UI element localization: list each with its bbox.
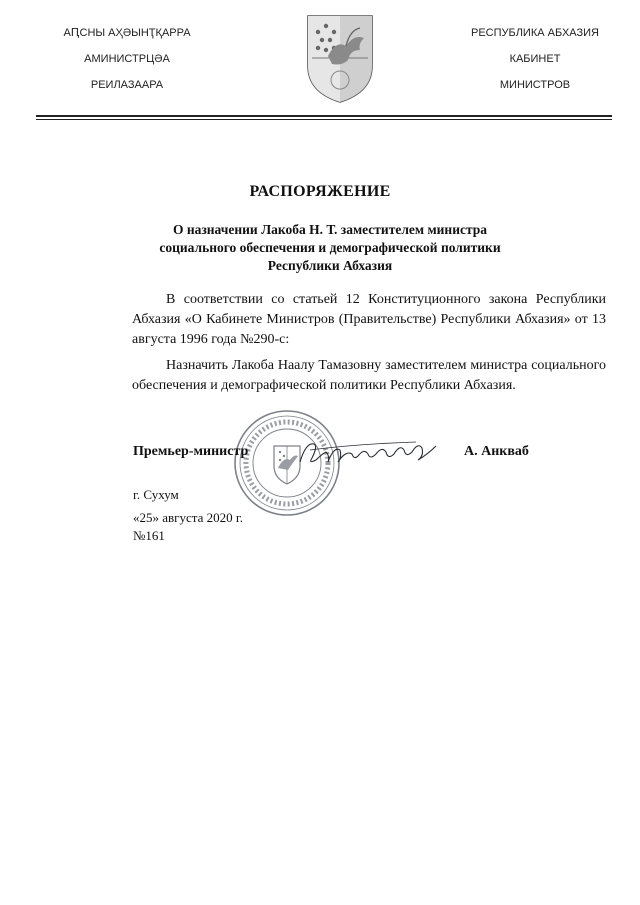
handwritten-signature-icon bbox=[296, 436, 444, 470]
subject-line-1: О назначении Лакоба Н. Т. заместителем министра bbox=[172, 222, 488, 237]
issue-date: «25» августа 2020 г. bbox=[133, 510, 243, 525]
paragraph-appointment-text: Назначить Лакоба Наалу Тамазовну заместителем министра социального обеспечения и демографической политики Республики Абхазия. bbox=[132, 358, 606, 393]
paragraph-appointment bbox=[132, 356, 606, 396]
header-rule-thick bbox=[36, 115, 612, 117]
document-title: РАСПОРЯЖЕНИЕ bbox=[249, 183, 391, 200]
header-rule-thin bbox=[36, 119, 612, 120]
letterhead-left bbox=[52, 20, 202, 98]
letterhead-left-line-1: АԤСНЫ АҲӘЫНҬҚАРРА bbox=[63, 27, 191, 39]
subject-line-3: Республики Абхазия bbox=[267, 258, 393, 273]
signatory-name: А. Анкваб bbox=[464, 444, 529, 459]
letterhead-left-line-2: АМИНИСТРЦӘА bbox=[84, 53, 170, 65]
letterhead-right bbox=[455, 20, 615, 98]
document-number: №161 bbox=[133, 528, 165, 543]
coat-of-arms-icon bbox=[302, 10, 378, 106]
subject-line-2: социального обеспечения и демографической политики bbox=[159, 240, 501, 255]
signature-position: Премьер-министр bbox=[133, 444, 249, 459]
letterhead-left-line-3: РЕИЛАЗААРА bbox=[90, 79, 164, 91]
paragraph-legal-basis bbox=[132, 290, 606, 350]
issue-city: г. Сухум bbox=[133, 487, 179, 502]
paragraph-legal-basis-text: В соответствии со статьей 12 Конституционного закона Республики Абхазия «О Кабинете Министров (Правительстве) Республики Абхазия» от 13 августа 1996 года №290-с: bbox=[132, 292, 606, 347]
letterhead-right-line-2: КАБИНЕТ bbox=[509, 53, 561, 65]
document-subject bbox=[120, 221, 540, 275]
letterhead-right-line-1: РЕСПУБЛИКА АБХАЗИЯ bbox=[470, 27, 599, 39]
letterhead-right-line-3: МИНИСТРОВ bbox=[499, 79, 571, 91]
